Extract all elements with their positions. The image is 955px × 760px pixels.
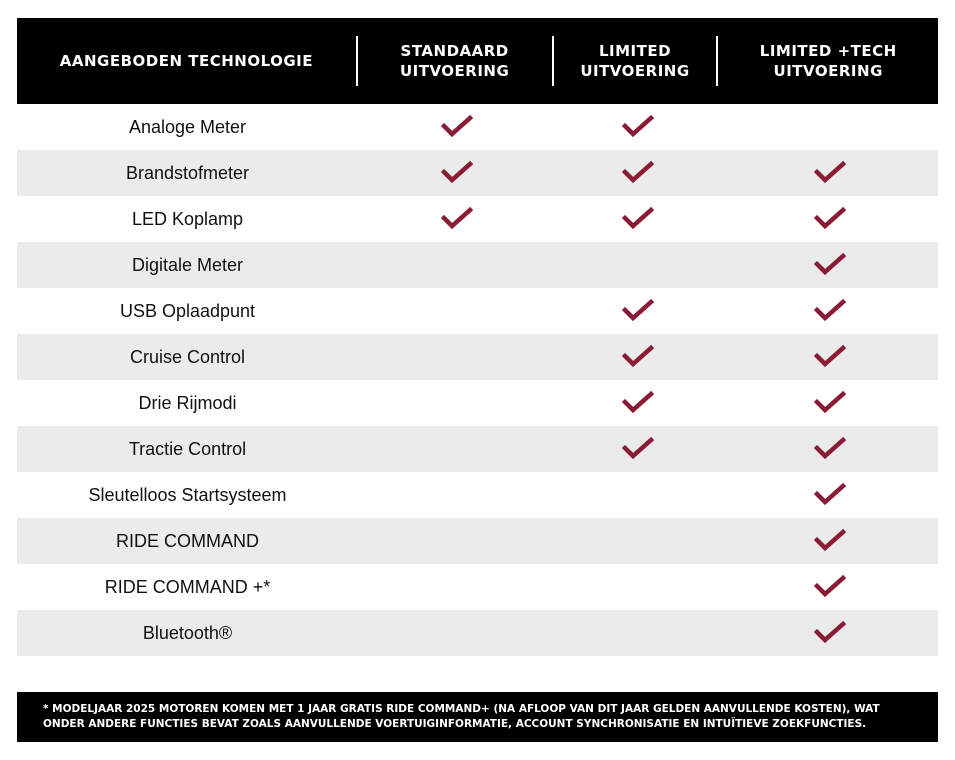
header-limited-tech-label: LIMITED +TECH UITVOERING (759, 42, 897, 80)
comparison-table (17, 18, 938, 656)
checkmark-icon (814, 483, 846, 507)
row-cell (358, 104, 555, 150)
row-label: Brandstofmeter (125, 162, 250, 183)
table-row (17, 518, 938, 564)
row-cell (721, 564, 938, 610)
row-cell (358, 196, 555, 242)
row-cell (721, 426, 938, 472)
row-cell (555, 334, 721, 380)
row-cell (358, 150, 555, 196)
row-cell (358, 426, 555, 472)
checkmark-icon (814, 299, 846, 323)
header-limited (554, 18, 717, 104)
row-cell (555, 610, 721, 656)
checkmark-icon (814, 575, 846, 599)
row-cell (721, 196, 938, 242)
table-row (17, 242, 938, 288)
row-label: LED Koplamp (131, 208, 244, 229)
row-cell (555, 380, 721, 426)
table-row (17, 426, 938, 472)
table-row (17, 196, 938, 242)
checkmark-icon (814, 391, 846, 415)
row-cell (555, 472, 721, 518)
table-row (17, 150, 938, 196)
header-standard (358, 18, 552, 104)
checkmark-icon (814, 161, 846, 185)
header-technology-label: AANGEBODEN TECHNOLOGIE (59, 52, 314, 70)
header-limited-tech (718, 18, 938, 104)
row-cell (555, 242, 721, 288)
checkmark-icon (441, 115, 473, 139)
row-label: Tractie Control (128, 438, 247, 459)
row-cell (721, 518, 938, 564)
row-cell (358, 242, 555, 288)
row-label: Sleutelloos Startsysteem (88, 484, 287, 505)
row-cell (721, 150, 938, 196)
checkmark-icon (814, 437, 846, 461)
row-cell (555, 564, 721, 610)
footnote-text: * MODELJAAR 2025 MOTOREN KOMEN MET 1 JAAR GRATIS RIDE COMMAND+ (NA AFLOOP VAN DIT JAAR GELDEN AANVULLENDE KOSTEN), WAT ONDER ANDERE FUNCTIES BEVAT ZOALS AANVULLENDE VOERTUIGINFORMATIE, ACCOUNT SYNCHRONISATIE EN INTUÏTIEVE ZOEKFUNCTIES. (43, 703, 880, 730)
checkmark-icon (622, 299, 654, 323)
header-limited-label: LIMITED UITVOERING (580, 42, 690, 80)
row-label: RIDE COMMAND (116, 530, 259, 551)
row-cell (721, 472, 938, 518)
row-label: Bluetooth® (142, 622, 233, 643)
row-cell (721, 242, 938, 288)
row-label: RIDE COMMAND +* (104, 576, 271, 597)
checkmark-icon (622, 391, 654, 415)
checkmark-icon (814, 529, 846, 553)
checkmark-icon (814, 621, 846, 645)
row-cell (555, 518, 721, 564)
table-row (17, 288, 938, 334)
checkmark-icon (814, 345, 846, 369)
row-label: Cruise Control (129, 346, 246, 367)
row-cell (721, 104, 938, 150)
row-cell (555, 196, 721, 242)
row-label: Drie Rijmodi (138, 392, 237, 413)
table-row (17, 564, 938, 610)
row-cell (721, 288, 938, 334)
checkmark-icon (441, 207, 473, 231)
table-row (17, 104, 938, 150)
checkmark-icon (814, 207, 846, 231)
table-body (17, 104, 938, 656)
table-row (17, 334, 938, 380)
row-cell (358, 564, 555, 610)
row-cell (721, 334, 938, 380)
table-row (17, 610, 938, 656)
checkmark-icon (441, 161, 473, 185)
checkmark-icon (814, 253, 846, 277)
row-label: USB Oplaadpunt (119, 300, 256, 321)
row-cell (358, 610, 555, 656)
row-cell (358, 518, 555, 564)
header-standard-label: STANDAARD UITVOERING (399, 42, 510, 80)
header-technology (17, 18, 356, 104)
row-label: Analoge Meter (128, 116, 247, 137)
row-label: Digitale Meter (131, 254, 244, 275)
row-cell (358, 380, 555, 426)
checkmark-icon (622, 207, 654, 231)
row-cell (358, 288, 555, 334)
row-cell (555, 288, 721, 334)
checkmark-icon (622, 115, 654, 139)
checkmark-icon (622, 161, 654, 185)
row-cell (721, 610, 938, 656)
row-cell (555, 104, 721, 150)
row-cell (358, 472, 555, 518)
table-header (17, 18, 938, 104)
checkmark-icon (622, 345, 654, 369)
row-cell (358, 334, 555, 380)
row-cell (555, 426, 721, 472)
checkmark-icon (622, 437, 654, 461)
table-row (17, 472, 938, 518)
table-row (17, 380, 938, 426)
footnote (17, 692, 938, 742)
row-cell (721, 380, 938, 426)
row-cell (555, 150, 721, 196)
